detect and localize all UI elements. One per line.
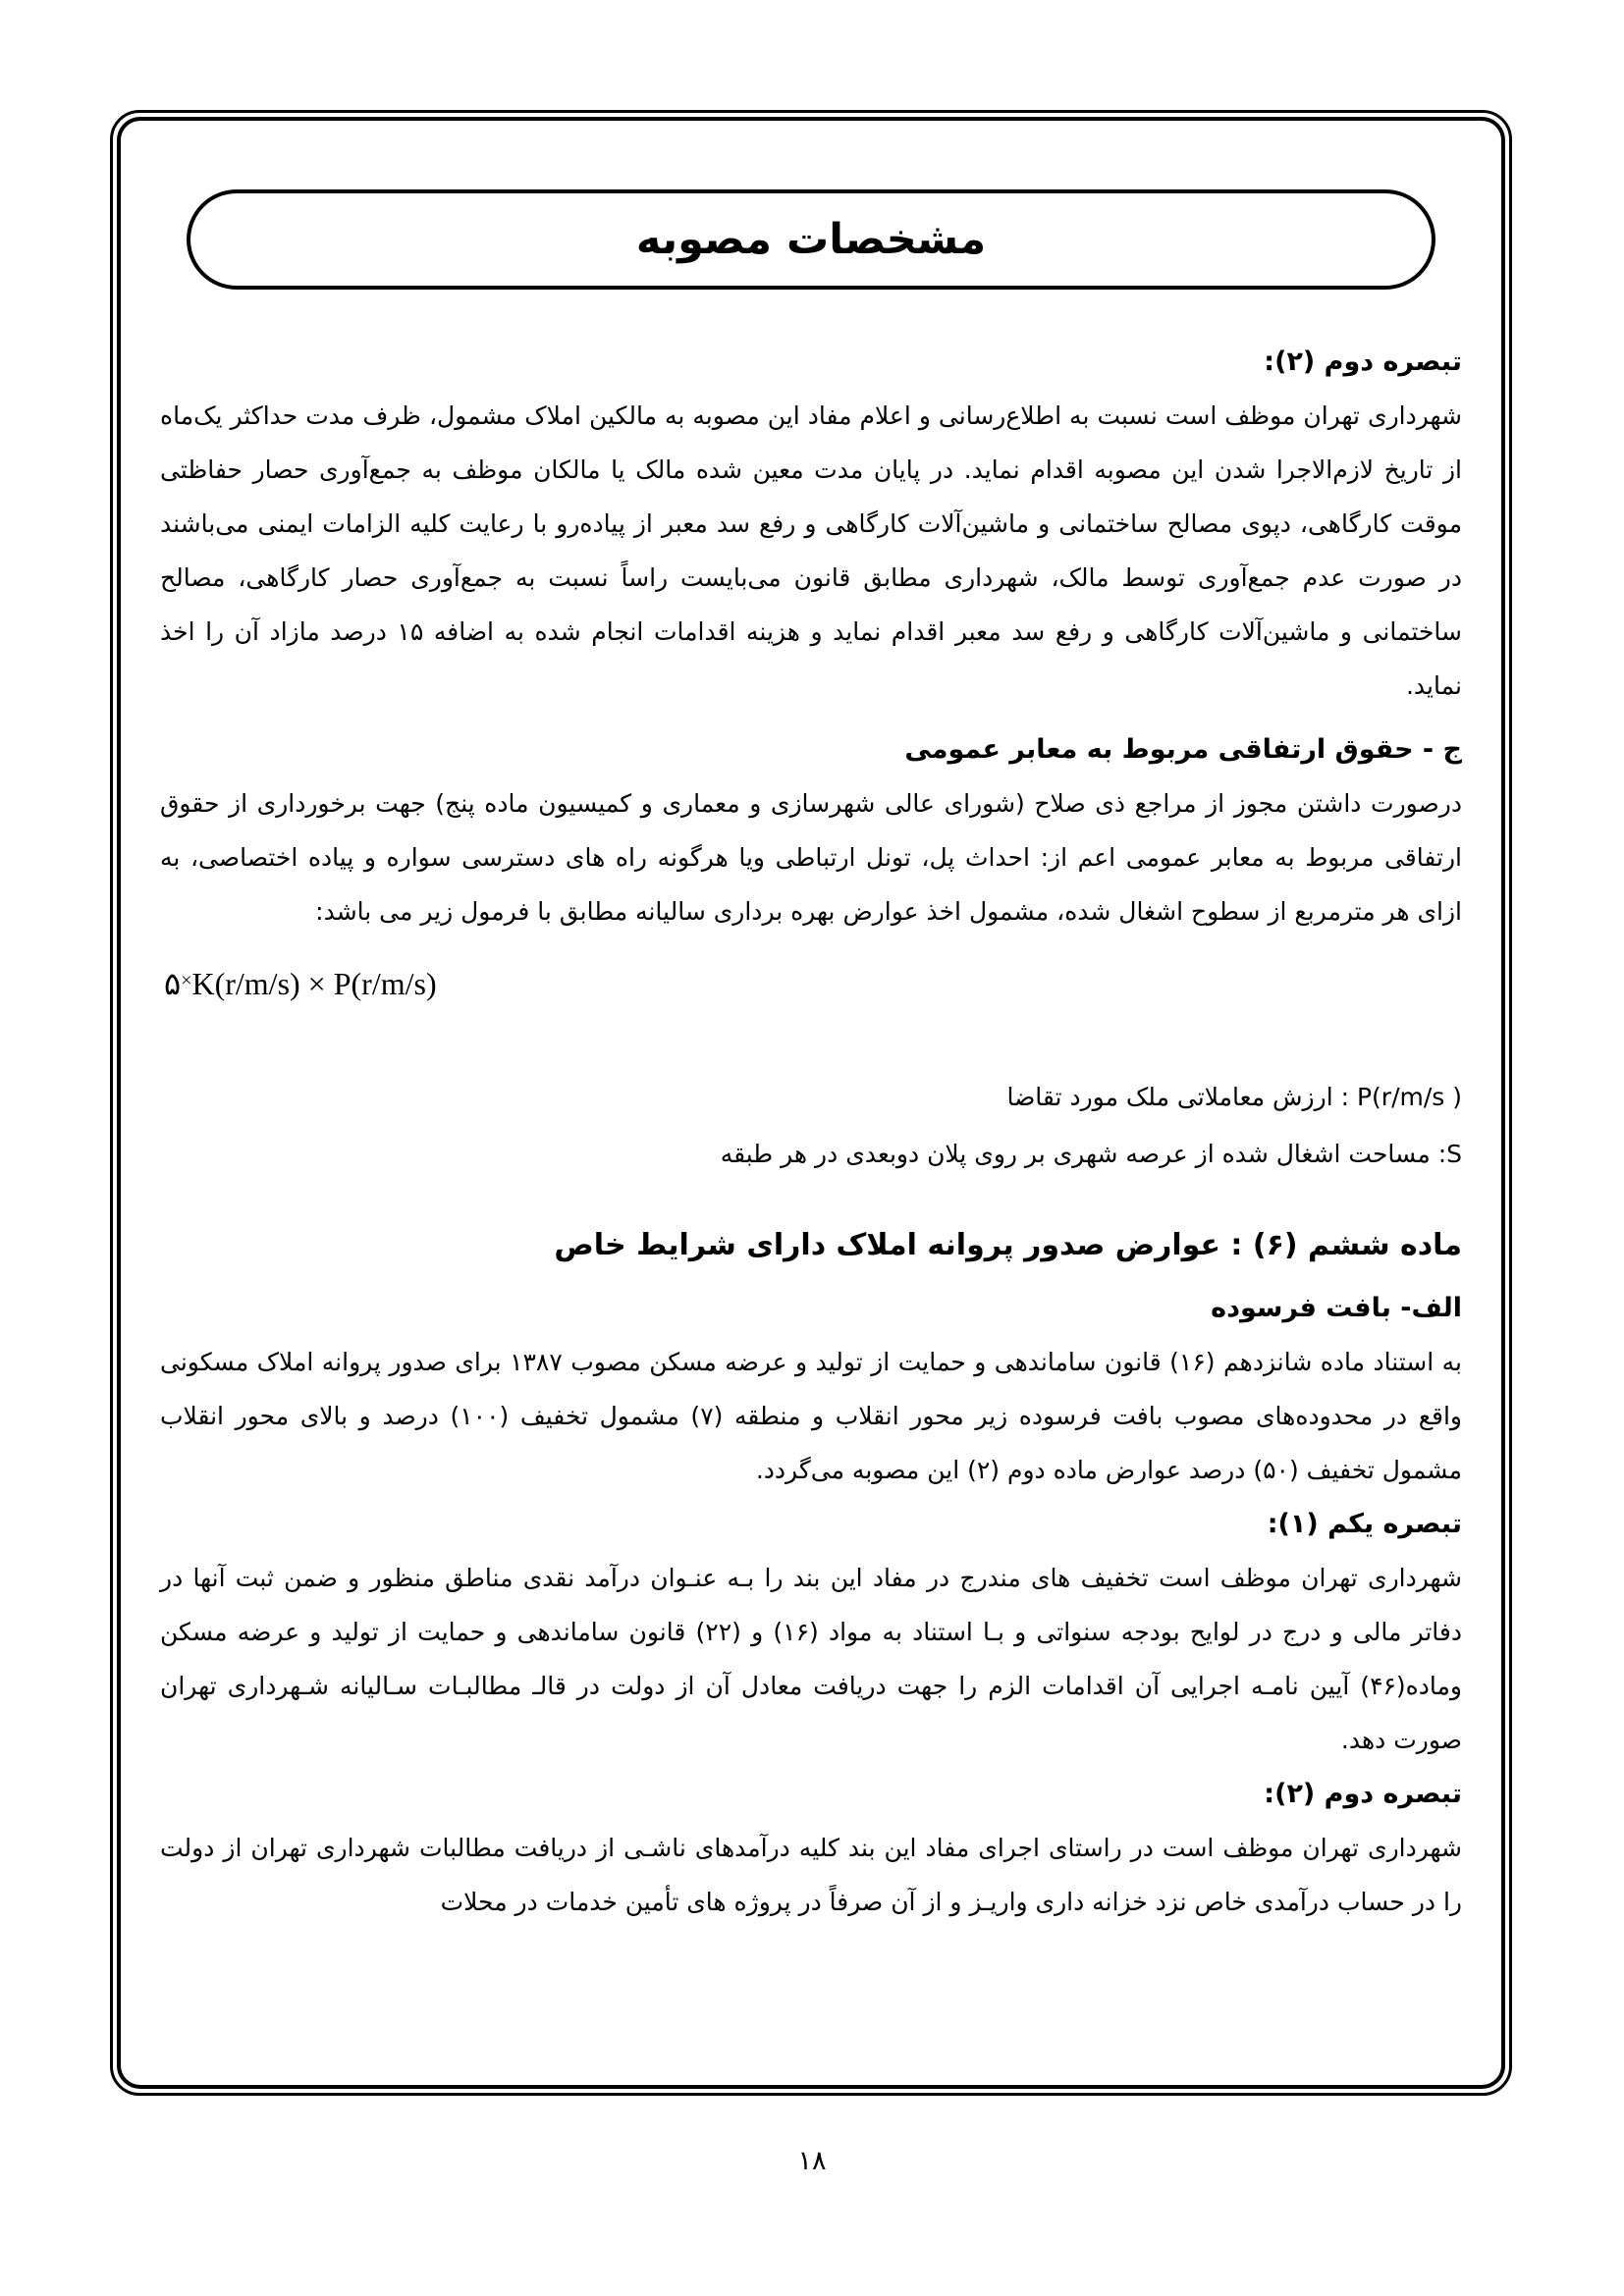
paragraph-notification-obligation: شهرداری تهران موظف است نسبت به اطلاع‌رسانی و اعلام مفاد این مصوبه به مالکین املاک مشمول، ظرف مدت حداکثر یک‌ماه از تاریخ لازم‌الاجرا شدن این مصوبه اقدام نماید. در پایان مدت معین شده مالک یا مالکان موظف به جمع‌آوری حصار حفاظتی موقت کارگاهی، دپوی مصالح ساختمانی و ماشین‌آلات کارگاهی و رفع سد معبر از پیاده‌رو با رعایت کلیه الزامات ایمنی می‌باشند در صورت عدم جمع‌آوری توسط مالک، شهرداری مطابق قانون می‌بایست راساً نسبت به جمع‌آوری حصار کارگاهی، مصالح ساختمانی و ماشین‌آلات کارگاهی و رفع سد معبر اقدام نماید و هزینه اقدامات انجام شده به اضافه ۱۵ درصد مازاد آن را اخذ نماید. bbox=[160, 401, 1462, 700]
formula-multiply-small-icon: × bbox=[181, 970, 192, 991]
heading-note-two-top: تبصره دوم (۲): bbox=[1264, 347, 1462, 377]
formula-coefficient: ۵ bbox=[164, 966, 182, 1001]
document-body bbox=[160, 335, 1462, 1929]
page-border-inner bbox=[117, 117, 1505, 2089]
annual-fee-formula bbox=[160, 956, 1462, 1008]
heading-note-one: تبصره یکم (۱): bbox=[1267, 1509, 1462, 1539]
formula-definitions bbox=[160, 1069, 1462, 1183]
title-box bbox=[187, 189, 1435, 290]
definition-s-term: S: مساحت اشغال شده از عرصه شهری بر روی پلان دوبعدی در هر طبقه bbox=[720, 1140, 1462, 1168]
paragraph-note-two: شهرداری تهران موظف است در راستای اجرای مفاد این بند کلیه درآمدهای ناشـی از دریافت مطالبات شهرداری تهران از دولت را در حساب درآمدی خاص نزد خزانه داری واریـز و از آن صرفاً در پروژه های تأمین خدمات در محلات bbox=[160, 1834, 1462, 1916]
heading-article-six: ماده ششم (۶) : عوارض صدور پروانه املاک دارای شرایط خاص bbox=[554, 1228, 1462, 1262]
paragraph-worn-texture: به استناد ماده شانزدهم (۱۶) قانون ساماندهی و حمایت از تولید و عرضه مسکن مصوب ۱۳۸۷ برای صدور پروانه املاک مسکونی واقع در محدوده‌های مصوب بافت فرسوده زیر محور انقلاب و منطقه (۷) مشمول تخفیف (۱۰۰) درصد و بالای محور انقلاب مشمول تخفیف (۵۰) درصد عوارض ماده دوم (۲) این مصوبه می‌گردد. bbox=[160, 1348, 1463, 1484]
paragraph-note-one: شهرداری تهران موظف است تخفیف های مندرج در مفاد این بند را بـه عنـوان درآمد نقدی مناطق منظور و ضمن ثبت آنها در دفاتر مالی و درج در لوایح بودجه سنواتی و بـا استناد به مواد (۱۶) و (۲۲) قانون ساماندهی و حمایت از تولید و عرضه مسکن وماده(۴۶) آیین نامـه اجرایی آن اقدامات الزم را جهت دریافت معادل آن از دولت در قالـ مطالبـات سـالیانه شـهرداری تهران صورت دهد. bbox=[160, 1564, 1462, 1754]
definition-p-term: P(r/m/s ) : ارزش معاملاتی ملک مورد تقاضا bbox=[1006, 1083, 1462, 1111]
page-number: ۱۸ bbox=[797, 2146, 827, 2176]
formula-k-term: K(r/m/s) bbox=[191, 966, 300, 1001]
heading-alef-worn-texture: الف- بافت فرسوده bbox=[1211, 1293, 1462, 1323]
paragraph-easement-rights: درصورت داشتن مجوز از مراجع ذی صلاح (شورای عالی شهرسازی و معماری و کمیسیون ماده پنج) جهت برخورداری از حقوق ارتفاقی مربوط به معابر عمومی اعم از: احداث پل، تونل ارتباطی ویا هرگونه راه های دسترسی سواره و پیاده اختصاصی، به ازای هر مترمربع از سطوح اشغال شده، مشمول اخذ عوارض بهره برداری سالیانه مطابق با فرمول زیر می باشد: bbox=[160, 789, 1462, 926]
heading-section-j-easement-rights: ج - حقوق ارتفاقی مربوط به معابر عمومی bbox=[904, 734, 1462, 765]
page-title: مشخصات مصوبه bbox=[635, 215, 987, 264]
formula-p-term: P(r/m/s) bbox=[333, 966, 437, 1001]
formula-multiply-icon: × bbox=[307, 966, 326, 1001]
heading-note-two: تبصره دوم (۲): bbox=[1264, 1779, 1462, 1809]
page-border-outer bbox=[110, 110, 1512, 2096]
